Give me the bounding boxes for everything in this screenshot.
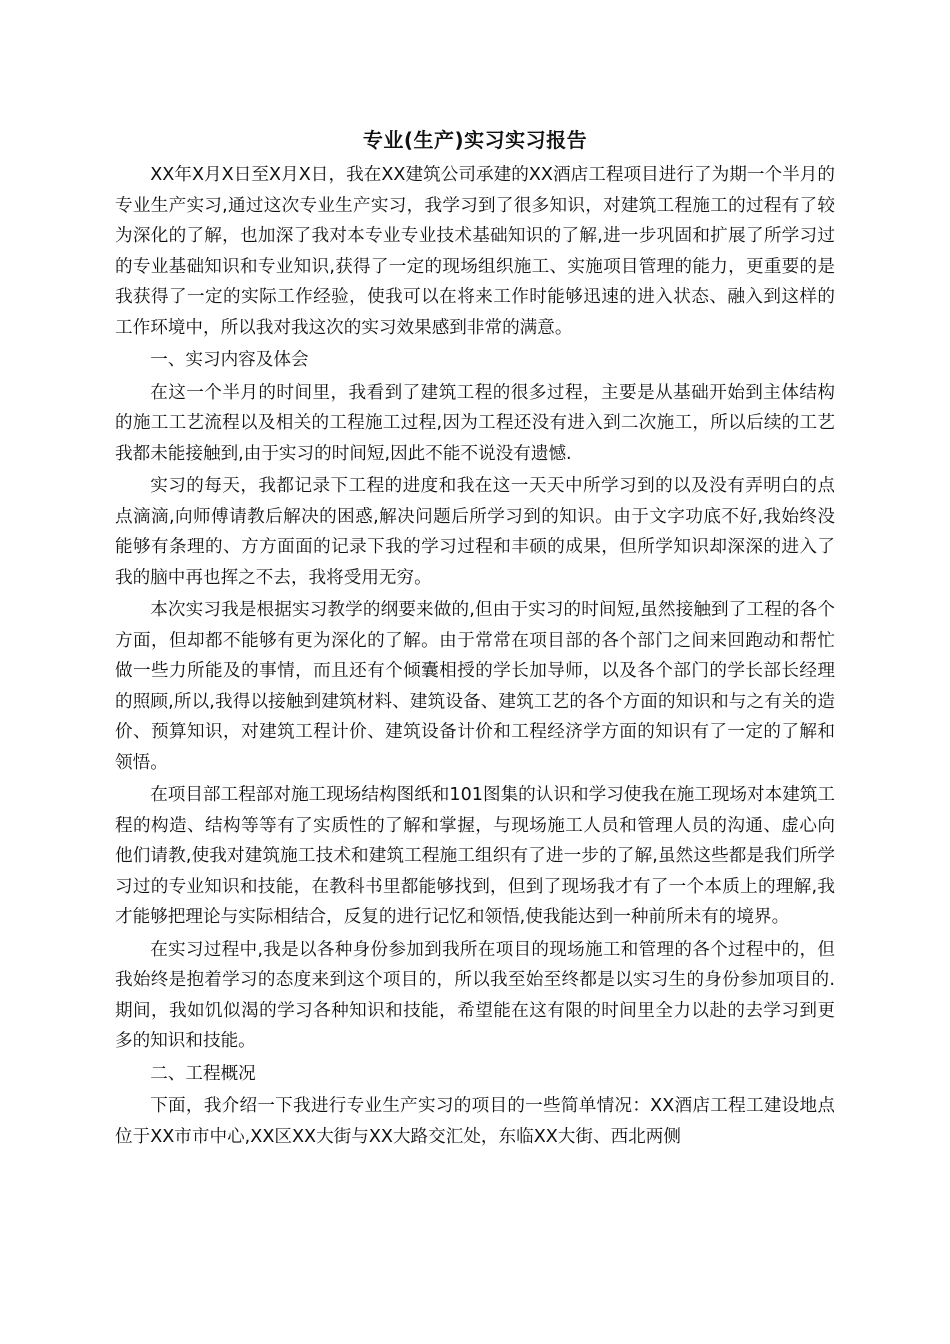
paragraph-intro: XX年X月X日至X月X日，我在XX建筑公司承建的XX酒店工程项目进行了为期一个半月的专业生产实习,通过这次专业生产实习，我学习到了很多知识，对建筑工程施工的过程有了较为深化的了解，也加深了我对本专业专业技术基础知识的了解,进一步巩固和扩展了所学习过的专业基础知识和专业知识,获得了一定的现场组织施工、实施项目管理的能力，更重要的是我获得了一定的实际工作经验，使我可以在将来工作时能够迅速的进入状态、融入到这样的工作环境中，所以我对我这次的实习效果感到非常的满意。: [115, 165, 835, 338]
paragraph-syllabus: 本次实习我是根据实习教学的纲要来做的,但由于实习的时间短,虽然接触到了工程的各个方面，但却都不能够有更为深化的了解。由于常常在项目部的各个部门之间来回跑动和帮忙做一些力所能及的事情，而且还有个倾囊相授的学长加导师，以及各个部门的学长部长经理的照顾,所以,我得以接触到建筑材料、建筑设备、建筑工艺的各个方面的知识和与之有关的造价、预算知识，对建筑工程计价、建筑设备计价和工程经济学方面的知识有了一定的了解和领悟。: [115, 600, 835, 773]
section-heading-1: 一、实习内容及体会: [150, 350, 309, 370]
paragraph-drawings: 在项目部工程部对施工现场结构图纸和101图集的认识和学习使我在施工现场对本建筑工程的构造、结构等等有了实质性的了解和掌握，与现场施工人员和管理人员的沟通、虚心向他们请教,使我对建筑施工技术和建筑工程施工组织有了进一步的了解,虽然这些都是我们所学习过的专业知识和技能，在教科书里都能够找到，但到了现场我才有了一个本质上的理解,我才能够把理论与实际相结合，反复的进行记忆和领悟,使我能达到一种前所未有的境界。: [115, 785, 835, 927]
paragraph-daily-record: 实习的每天，我都记录下工程的进度和我在这一天天中所学习到的以及没有弄明白的点点滴滴,向师傅请教后解决的困惑,解决问题后所学习到的知识。由于文字功底不好,我始终没能够有条理的、方方面面的记录下我的学习过程和丰硕的成果，但所学知识却深深的进入了我的脑中再也挥之不去，我将受用无穷。: [115, 476, 835, 588]
paragraph-roles: 在实习过程中,我是以各种身份参加到我所在项目的现场施工和管理的各个过程中的，但我始终是抱着学习的态度来到这个项目的，所以我至始至终都是以实习生的身份参加项目的.期间，我如饥似渴的学习各种知识和技能，希望能在这有限的时间里全力以赴的去学习到更多的知识和技能。: [115, 939, 835, 1051]
section-heading-2: 二、工程概况: [150, 1063, 256, 1084]
paragraph-overview: 下面，我介绍一下我进行专业生产实习的项目的一些简单情况：XX酒店工程工建设地点位于XX市市中心,XX区XX大街与XX大路交汇处，东临XX大街、西北两侧: [115, 1096, 835, 1147]
document-title: 专业(生产)实习实习报告: [362, 128, 588, 152]
paragraph-process: 在这一个半月的时间里，我看到了建筑工程的很多过程，主要是从基础开始到主体结构的施工工艺流程以及相关的工程施工过程,因为工程还没有进入到二次施工，所以后续的工艺我都未能接触到,由于实习的时间短,因此不能不说没有遗憾.: [115, 382, 835, 464]
document-page: [115, 126, 835, 1154]
